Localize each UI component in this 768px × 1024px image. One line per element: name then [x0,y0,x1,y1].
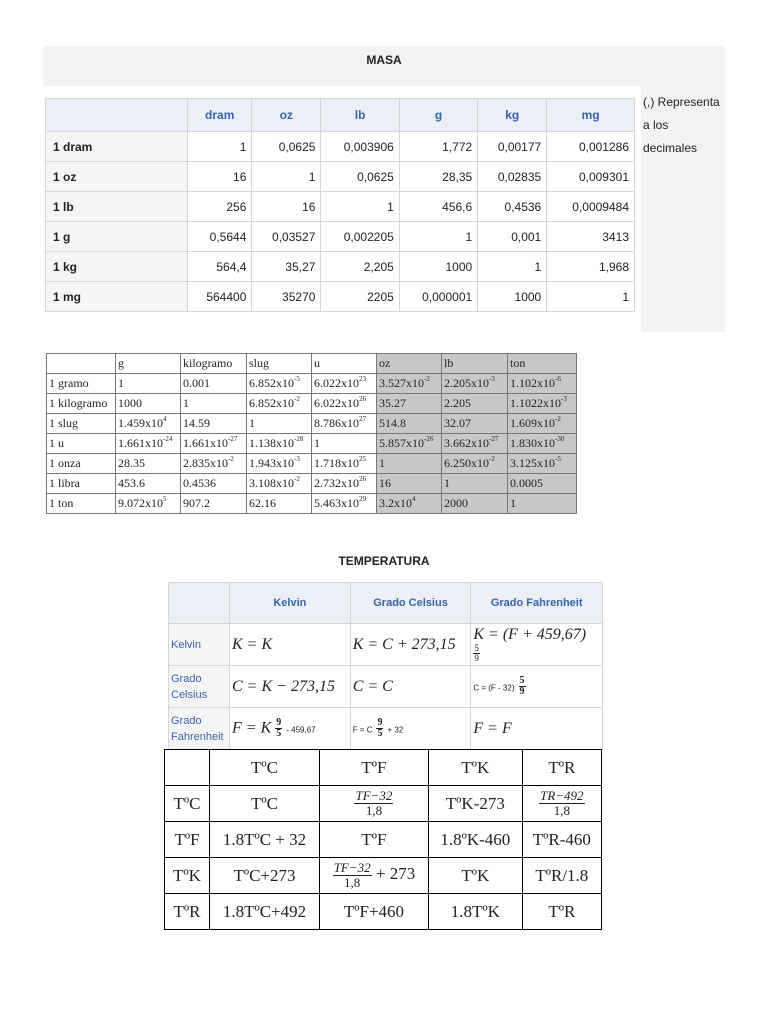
masa-cell: 1,772 [399,132,477,162]
units-mantissa: 1 [314,436,320,450]
decimal-note: (,) Representa a los decimales [643,95,720,155]
units-exponent: 27 [359,415,366,423]
conv-row-label: TºF [165,822,210,858]
conv-cell [319,786,428,822]
temperatura-table [168,582,603,750]
units-exponent: -2 [228,455,234,463]
formula [230,708,351,750]
masa-row [46,282,635,312]
units-mantissa: 1.609x10 [510,416,555,430]
fraction: $\frac{5}{9}$ [519,674,525,697]
units-mantissa: 1.1022x10 [510,396,561,410]
units-cell [312,474,377,494]
masa-cell: 0,00177 [478,132,547,162]
units-mantissa: 1.459x10 [118,416,163,430]
units-cell [377,414,442,434]
conv-cell [522,786,601,822]
units-row [47,434,577,454]
masa-cell: 0,5644 [188,222,252,252]
masa-cell: 1 [399,222,477,252]
units-cell [312,434,377,454]
masa-cell: 16 [252,192,321,222]
units-exponent: -27 [228,435,238,443]
units-cell [181,394,247,414]
formula: K = C + 273,15 [350,624,471,666]
units-mantissa: 1 [444,476,450,490]
units-exponent: -3 [294,455,300,463]
units-corner [47,354,116,374]
units-mantissa: 1.102x10 [510,376,555,390]
masa-cell: 35,27 [252,252,321,282]
masa-row [46,252,635,282]
units-cell [508,494,577,514]
units-mantissa: 2.732x10 [314,476,359,490]
masa-row [46,222,635,252]
masa-cell: 0,02835 [478,162,547,192]
temperature-conversion-table [164,749,602,930]
fraction: $\frac{TF-32}{1,8}$ [355,788,393,818]
formula [471,624,603,666]
units-mantissa: 1 [118,376,124,390]
formula: C = K − 273,15 [230,666,351,708]
units-mantissa: 1.661x10 [118,436,163,450]
units-cell [116,434,181,454]
conv-row-label: TºK [165,858,210,894]
units-row-label: 1 libra [47,474,116,494]
units-cell [377,434,442,454]
units-exponent: 29 [359,495,366,503]
formula-text: + 273 [375,864,416,884]
units-mantissa: 1.943x10 [249,456,294,470]
masa-row [46,132,635,162]
units-mantissa: 6.022x10 [314,396,359,410]
units-mantissa: 3.125x10 [510,456,555,470]
temperatura-header-row [169,583,603,624]
units-cell [442,474,508,494]
units-cell [312,494,377,514]
units-cell [181,434,247,454]
units-mantissa: 1000 [118,396,142,410]
units-mantissa: 8.786x10 [314,416,359,430]
units-header: ton [508,354,577,374]
formula-text: C = (F - 32) [473,683,515,693]
conv-cell: TºF [319,822,428,858]
units-exponent: -26 [424,435,434,443]
conv-cell: TºK-273 [428,786,522,822]
units-header: g [116,354,181,374]
units-row-label: 1 onza [47,454,116,474]
units-mantissa: 28.35 [118,456,145,470]
units-mantissa: 2.205x10 [444,376,489,390]
conv-cell: 1.8ºK-460 [428,822,522,858]
masa-row-label: 1 oz [46,162,188,192]
units-cell [116,494,181,514]
masa-row-label: 1 dram [46,132,188,162]
units-exponent: 23 [359,375,366,383]
masa-cell: 2,205 [321,252,399,282]
units-mantissa: 1 [183,396,189,410]
units-cell [312,374,377,394]
conv-cell: 1.8TºK [428,894,522,930]
units-mantissa: 6.852x10 [249,376,294,390]
units-mantissa: 514.8 [379,416,406,430]
fraction: $\frac{TR-492}{1,8}$ [540,788,584,818]
conv-cell: TºR/1.8 [522,858,601,894]
units-exponent: -3 [561,395,567,403]
conv-row [165,822,602,858]
units-cell [377,374,442,394]
masa-title: MASA [366,53,402,67]
formula-text: - 459,67 [286,725,316,735]
conv-header: TºC [210,750,320,786]
units-mantissa: 1.718x10 [314,456,359,470]
units-mantissa: 5.463x10 [314,496,359,510]
masa-cell: 256 [188,192,252,222]
masa-cell: 0,000001 [399,282,477,312]
units-cell [247,474,312,494]
units-cell [442,394,508,414]
fraction: $\frac{9}{5}$ [276,716,282,739]
units-mantissa: 1 [510,496,516,510]
units-mantissa: 14.59 [183,416,210,430]
conv-cell: 1.8TºC + 32 [210,822,320,858]
units-mantissa: 3.108x10 [249,476,294,490]
conv-header: TºR [522,750,601,786]
masa-cell: 3413 [547,222,635,252]
masa-cell: 0,009301 [547,162,635,192]
masa-row-label: 1 g [46,222,188,252]
temperatura-row [169,624,603,666]
conv-row [165,894,602,930]
units-cell [116,394,181,414]
masa-row [46,162,635,192]
units-mantissa: 3.2x10 [379,496,412,510]
formula-text: F = C [352,725,373,735]
units-header: lb [442,354,508,374]
formula: K = K [230,624,351,666]
units-cell [377,454,442,474]
units-header: kilogramo [181,354,247,374]
masa-row [46,192,635,222]
formula: F = F [471,708,603,750]
masa-cell: 1000 [478,282,547,312]
units-exponent: -27 [489,435,499,443]
unit-conversion-table [46,353,577,514]
units-exponent: -2 [489,455,495,463]
units-exponent: 26 [359,395,366,403]
units-mantissa: 1.830x10 [510,436,555,450]
units-mantissa: 6.022x10 [314,376,359,390]
masa-cell: 1000 [399,252,477,282]
masa-header: g [399,99,477,132]
units-header: slug [247,354,312,374]
formula: C = C [350,666,471,708]
units-cell [508,474,577,494]
units-mantissa: 2.205 [444,396,471,410]
masa-header-row [46,99,635,132]
temperatura-row [169,708,603,750]
conv-row [165,858,602,894]
units-mantissa: 32.07 [444,416,471,430]
masa-header: dram [188,99,252,132]
units-exponent: -30 [555,435,565,443]
units-row-label: 1 ton [47,494,116,514]
temperatura-header: Grado Celsius [350,583,471,624]
units-row-label: 1 u [47,434,116,454]
units-cell [377,494,442,514]
units-row [47,454,577,474]
units-cell [181,454,247,474]
masa-cell: 1 [478,252,547,282]
units-exponent: -2 [424,375,430,383]
masa-cell: 0,001 [478,222,547,252]
fraction: $\frac{5}{9}$ [474,642,479,663]
formula [471,666,603,708]
units-row-label: 1 gramo [47,374,116,394]
temperatura-title: TEMPERATURA [338,554,430,568]
units-exponent: -2 [555,415,561,423]
conv-cell: 1.8TºC+492 [210,894,320,930]
units-cell [116,374,181,394]
conv-cell: TºR-460 [522,822,601,858]
units-mantissa: 3.662x10 [444,436,489,450]
units-exponent: -6 [555,375,561,383]
units-cell [181,414,247,434]
temperatura-header: Grado Fahrenheit [471,583,603,624]
conv-cell: TºF+460 [319,894,428,930]
units-row [47,414,577,434]
masa-cell: 0,002205 [321,222,399,252]
masa-cell: 16 [188,162,252,192]
formula-text: F = K [232,719,272,737]
formula [350,708,471,750]
conv-cell: TºK [428,858,522,894]
units-exponent: 26 [359,475,366,483]
temperatura-corner [169,583,230,624]
units-cell [442,454,508,474]
masa-cell: 564400 [188,282,252,312]
units-cell [508,394,577,414]
units-cell [312,394,377,414]
masa-cell: 1 [321,192,399,222]
units-cell [247,394,312,414]
units-cell [181,474,247,494]
masa-cell: 0,4536 [478,192,547,222]
units-exponent: -24 [163,435,173,443]
units-mantissa: 0.001 [183,376,210,390]
units-exponent: 5 [163,495,167,503]
masa-table [45,98,635,312]
units-row [47,374,577,394]
units-cell [508,414,577,434]
units-row [47,474,577,494]
units-cell [442,374,508,394]
units-mantissa: 2.835x10 [183,456,228,470]
masa-header: kg [478,99,547,132]
formula-text: + 32 [387,725,404,735]
fraction: $\frac{9}{5}$ [377,716,383,739]
conv-corner [165,750,210,786]
formula-text: K = (F + 459,67) [473,625,587,643]
units-exponent: -3 [489,375,495,383]
units-exponent: -2 [294,475,300,483]
masa-cell: 1 [188,132,252,162]
masa-cell: 1 [547,282,635,312]
masa-row-label: 1 mg [46,282,188,312]
units-cell [116,454,181,474]
units-row-label: 1 kilogramo [47,394,116,414]
temperatura-row [169,666,603,708]
masa-header: lb [321,99,399,132]
units-row [47,394,577,414]
units-cell [247,434,312,454]
conv-row-label: TºR [165,894,210,930]
units-mantissa: 907.2 [183,496,210,510]
masa-cell: 0,0625 [252,132,321,162]
masa-header: oz [252,99,321,132]
conv-header-row [165,750,602,786]
units-mantissa: 1.138x10 [249,436,294,450]
units-mantissa: 1 [249,416,255,430]
units-mantissa: 16 [379,476,391,490]
units-mantissa: 2000 [444,496,468,510]
units-mantissa: 1.661x10 [183,436,228,450]
conv-cell [319,858,428,894]
units-row-label: 1 slug [47,414,116,434]
units-exponent: 25 [359,455,366,463]
conv-row [165,786,602,822]
masa-corner [46,99,188,132]
masa-cell: 1 [252,162,321,192]
units-exponent: 4 [412,495,416,503]
units-mantissa: 0.4536 [183,476,216,490]
masa-cell: 564,4 [188,252,252,282]
masa-row-label: 1 kg [46,252,188,282]
units-cell [116,474,181,494]
units-mantissa: 5.857x10 [379,436,424,450]
units-cell [442,434,508,454]
conv-cell: TºC [210,786,320,822]
units-mantissa: 1 [379,456,385,470]
fraction: $\frac{TF-32}{1,8}$ [333,860,371,890]
masa-cell: 2205 [321,282,399,312]
units-row [47,494,577,514]
units-exponent: -2 [294,395,300,403]
units-cell [442,414,508,434]
units-cell [312,454,377,474]
units-cell [508,454,577,474]
row-label-link[interactable]: Grado Celsius [169,666,230,708]
conv-row-label: TºC [165,786,210,822]
units-mantissa: 6.250x10 [444,456,489,470]
units-mantissa: 62.16 [249,496,276,510]
masa-cell: 28,35 [399,162,477,192]
units-cell [377,394,442,414]
conv-cell: TºC+273 [210,858,320,894]
conv-cell: TºR [522,894,601,930]
masa-cell: 0,0625 [321,162,399,192]
masa-header: mg [547,99,635,132]
units-mantissa: 453.6 [118,476,145,490]
units-exponent: -5 [555,455,561,463]
row-label-link[interactable]: Grado Fahrenheit [169,708,230,750]
masa-cell: 35270 [252,282,321,312]
units-header: oz [377,354,442,374]
units-exponent: -28 [294,435,304,443]
conv-header: TºK [428,750,522,786]
conv-header: TºF [319,750,428,786]
units-cell [508,374,577,394]
units-cell [508,434,577,454]
units-mantissa: 0.0005 [510,476,543,490]
units-cell [247,374,312,394]
units-header: u [312,354,377,374]
units-cell [247,454,312,474]
row-label-link[interactable]: Kelvin [169,624,230,666]
units-cell [312,414,377,434]
masa-row-label: 1 lb [46,192,188,222]
units-cell [247,414,312,434]
units-cell [181,374,247,394]
masa-cell: 0,003906 [321,132,399,162]
units-cell [377,474,442,494]
masa-cell: 0,001286 [547,132,635,162]
units-cell [181,494,247,514]
units-mantissa: 35.27 [379,396,406,410]
temperatura-header: Kelvin [230,583,351,624]
masa-cell: 0,03527 [252,222,321,252]
masa-cell: 0,0009484 [547,192,635,222]
units-cell [442,494,508,514]
units-exponent: -5 [294,375,300,383]
units-cell [116,414,181,434]
units-mantissa: 9.072x10 [118,496,163,510]
units-cell [247,494,312,514]
units-header-row [47,354,577,374]
units-mantissa: 3.527x10 [379,376,424,390]
units-mantissa: 6.852x10 [249,396,294,410]
masa-cell: 456,6 [399,192,477,222]
units-exponent: 4 [163,415,167,423]
masa-cell: 1,968 [547,252,635,282]
